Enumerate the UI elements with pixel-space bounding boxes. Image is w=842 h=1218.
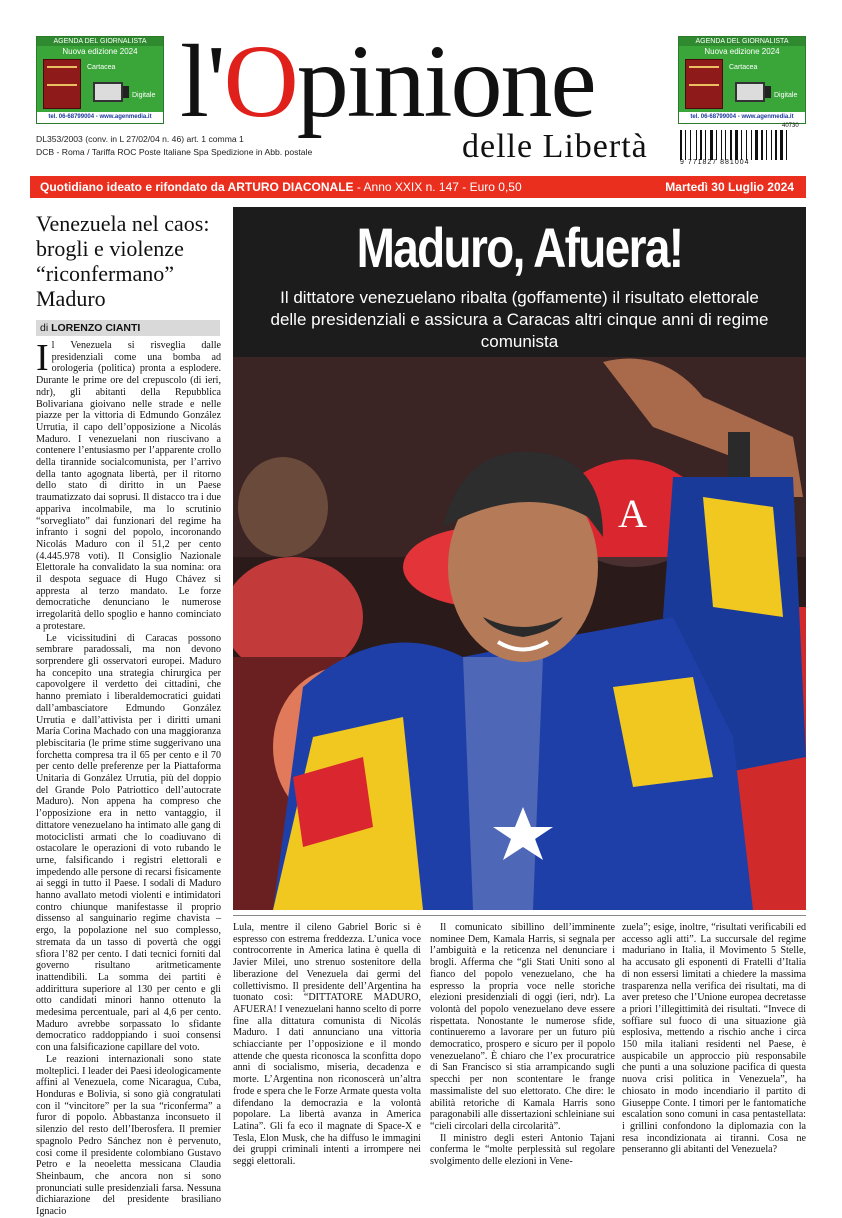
- paragraph: Le vicissitudini di Caracas possono sembrare paradossali, ma non devono sorprendere gli osservatori europei. Maduro ha concepito una strategia chirurgica per capovolgere il verdetto dei cittadini, che hanno premiato i liberaldemocratici guidati dall’ambasciatore Edmundo González Urrutia e dall’attivista per i diritti umani María Corina Machado con una maggioranza plebiscitaria (le prime stime suggerivano una forchetta compresa tra il 65 per cento e il 70 per cento delle preferenze per la Piattaforma Unitaria di González Urrutia, più del doppio del Grande Polo Patriottico dell’autocrate Maduro). Non appena ha compreso che l’opposizione era in netto vantaggio, il dittatore venezuelano ha intimato alle gang di motociclisti armati che lo coadiuvano di ostacolare le operazioni di voto rubando le urne, falsificando i registri elettorali e impedendo alle persone di recarsi fisicamente ai seggi in tutto il Paese. I sodali di Maduro hanno avallato metodi violenti e intimidatori contro chiunque manifestasse il proprio dissenso al sanguinario regime chavista – ergo, la popolazione nel suo complesso, stremata da un tasso di povertà che oggi sfiora l’82 per cento. I dati tecnici forniti dal governo risultano aritmeticamente inattendibili. La somma dei partiti è addirittura superiore al 130 per cento e gli otto candidati minori hanno ottenuto la medesima percentuale, pari al 4,6 per cento. Maduro avrebbe sorpassato lo sfidante democratico raddoppiando i suoi consensi con una falsificazione capillare del voto.: [36, 632, 221, 1054]
- masthead-logo[interactable]: [180, 24, 595, 139]
- barcode-bar: [696, 130, 697, 160]
- ad-body: [679, 46, 805, 114]
- main-subtitle: [233, 287, 806, 353]
- maduro-photo: [233, 357, 806, 910]
- barcode-bar: [780, 130, 783, 160]
- ad-agenda-right[interactable]: [678, 36, 806, 124]
- paragraph: Le reazioni internazionali sono state molteplici. I leader dei Paesi ideologicamente affini al Venezuela, come Nicaragua, Cuba, Honduras e Bolivia, si sono già congratulati con il “vincitore” per la sua “riconferma” a furor di popolo. Abbastanza inconsueto il silenzio del resto dell’Iberosfera. Il premier spagnolo Pedro Sánchez non è pervenuto, così come il presidente colombiano Gustavo Petro e la neoeletta messicana Claudia Sheinbaum, che ancora non si sono pronunciati sulle presidenziali farsa. Nessuna dichiarazione del presidente brasiliano Ignacio: [36, 1053, 221, 1218]
- ad-cartacea: Cartacea: [87, 64, 116, 71]
- laptop-icon: [93, 82, 123, 102]
- logo-rest: pinione: [296, 24, 595, 139]
- barcode: [680, 130, 804, 160]
- phone-icon: [123, 86, 129, 98]
- legal-line-1: DL353/2003 (conv. in L 27/02/04 n. 46) art. 1 comma 1: [36, 134, 244, 144]
- byline-prefix: di: [40, 322, 52, 334]
- article-column-3: [430, 922, 615, 1168]
- barcode-bar: [761, 130, 763, 160]
- barcode-bar: [705, 130, 706, 160]
- barcode-bar: [710, 130, 713, 160]
- ad-contact: tel. 06-68799004 - www.agenmedia.it: [679, 112, 805, 123]
- paragraph: zuela”; esige, inoltre, “risultati verificabili ed accesso agli atti”. La succursale del regime maduriano in Italia, il Movimento 5 Stelle, ha accusato gli esponenti di Fratelli d’Italia di non essersi limitati a chiedere la massima trasparenza nella verifica dei risultati, ma di aver preteso che l’Unione europea decretasse a priori l’illegittimità dei risultati. “Invece di soffiare sul fuoco di una situazione già esplosiva, mettendo a rischio anche i circa 150 mila italiani residenti nel Paese, è auspicabile un approccio più responsabile che punti a una soluzione pacifica di questa nuova crisi politica in Venezuela”, ha chiosato in modo incendiario il partito di Giuseppe Conte. I timori per le fantomatiche escalation sono comuni in casa pentastellata: i grillini confondono la diplomazia con la resa incondizionata ai tiranni. Cosa ne penseranno gli abitanti del Venezuela?: [622, 922, 806, 1156]
- legal-line-2: DCB - Roma / Tariffa ROC Poste Italiane Spa Spedizione in Abb. postale: [36, 147, 313, 157]
- barcode-bar: [721, 130, 722, 160]
- barcode-bar: [741, 130, 742, 160]
- ad-body: [37, 46, 163, 114]
- barcode-bar: [716, 130, 717, 160]
- ad-top-label: AGENDA DEL GIORNALISTA: [37, 37, 163, 46]
- divider: [233, 915, 806, 916]
- main-story[interactable]: [233, 207, 806, 910]
- dropcap: I: [36, 337, 49, 379]
- ad-agenda-left[interactable]: [36, 36, 164, 124]
- barcode-bar: [771, 130, 772, 160]
- book-icon: [685, 59, 723, 109]
- issue-bar: [30, 176, 806, 198]
- paragraph: Il ministro degli esteri Antonio Tajani conferma le “molte perplessità sul regolare svolgimento delle elezioni in Vene-: [430, 1132, 615, 1168]
- book-icon: [43, 59, 81, 109]
- barcode-bar: [746, 130, 747, 160]
- article-column-2: [233, 922, 421, 1168]
- barcode-bar: [735, 130, 738, 160]
- paragraph: Il comunicato sibillino dell’imminente nominee Dem, Kamala Harris, si segnala per l’ambiguità e la reticenza nel denunciare i brogli. Afferma che “gli Stati Uniti sono al fianco del popolo venezuelano, che ha espresso la propria voce nelle storiche elezioni presidenziali di oggi (ieri, ndr). La volontà del popolo venezuelano deve essere rispettata. Nonostante le numerose sfide, continueremo a lavorare per un futuro più democratico, prospero e sicuro per il popolo venezuelano”. È chiaro che l’ex procuratrice di San Francisco si stia arrampicando sugli specchi per non scontentare le frange massimaliste del suo elettorato. Che dire: le abilità retoriche di Kamala Harris sono paragonabili alle dissertazioni schleiniane sui “cieli circolari della circolarità”.: [430, 922, 615, 1132]
- barcode-bar: [775, 130, 777, 160]
- barcode-bar: [685, 130, 686, 160]
- issue-date: Martedì 30 Luglio 2024: [665, 180, 794, 194]
- barcode-bar: [690, 130, 691, 160]
- ad-top-label: AGENDA DEL GIORNALISTA: [679, 37, 805, 46]
- editorial-headline[interactable]: Venezuela nel caos: brogli e violenze “riconfermano” Maduro: [36, 211, 210, 311]
- logo-prefix: l': [180, 24, 224, 139]
- main-subtitle-line-2: delle presidenziali e assicura a Caracas altri cinque anni di regime comunista: [270, 310, 769, 351]
- barcode-addon: 40730: [782, 123, 799, 129]
- barcode-bar: [751, 130, 752, 160]
- ad-cartacea: Cartacea: [729, 64, 758, 71]
- ad-digitale: Digitale: [132, 92, 156, 99]
- barcode-bar: [725, 130, 726, 160]
- barcode-number: 9 771827 881004: [680, 159, 750, 166]
- paragraph: Lula, mentre il cileno Gabriel Boric si è espresso con estrema freddezza. L’unica voce controcorrente in America latina è quella di Javier Milei, uno strenuo sostenitore della liberazione del Venezuela dai germi del collettivismo. Il presidente dell’Argentina ha tuonato così: “DITTATORE MADURO, AFUERA! I venezuelani hanno scelto di porre fine alla dittatura comunista di Nicolás Maduro. I dati annunciano una vittoria schiacciante per l’opposizione e il mondo attende che questa riconosca la sconfitta dopo anni di socialismo, miseria, decadenza e morte. L’Argentina non riconoscerà un’altra frode e spera che le Forze Armate questa volta difendano la democrazia e la volontà popolare. La libertà avanza in America Latina”. Gli fa eco il magnate di Space-X e Tesla, Elon Musk, che ha diffuso le immagini dei gruppi criminali intenti a irrompere nei seggi elettorali.: [233, 922, 421, 1168]
- paragraph: [36, 337, 221, 633]
- phone-icon: [765, 86, 771, 98]
- article-column-4: [622, 922, 806, 1156]
- ad-digitale: Digitale: [774, 92, 798, 99]
- ad-edition: Nuova edizione 2024: [704, 47, 780, 56]
- ad-contact: tel. 06-68799004 - www.agenmedia.it: [37, 112, 163, 123]
- barcode-bar: [766, 130, 767, 160]
- issue-tagline: Quotidiano ideato e rifondato da ARTURO DIACONALE: [40, 180, 354, 194]
- main-subtitle-line-1: Il dittatore venezuelano ribalta (goffamente) il risultato elettorale: [280, 288, 759, 307]
- barcode-bar: [755, 130, 758, 160]
- masthead-subtitle: delle Libertà: [462, 128, 648, 165]
- ad-edition: Nuova edizione 2024: [62, 47, 138, 56]
- barcode-bar: [730, 130, 732, 160]
- barcode-bar: [680, 130, 682, 160]
- byline: [36, 320, 220, 336]
- svg-text:A: A: [618, 491, 647, 536]
- issue-info: - Anno XXIX n. 147 - Euro 0,50: [353, 180, 522, 194]
- byline-author: LORENZO CIANTI: [51, 322, 141, 334]
- barcode-bar: [700, 130, 702, 160]
- article-column-1: [36, 337, 221, 1218]
- barcode-bar: [786, 130, 787, 160]
- laptop-icon: [735, 82, 765, 102]
- logo-o: O: [223, 24, 297, 139]
- main-title: Maduro, Afuera!: [356, 216, 683, 279]
- paragraph-text: l Venezuela si risveglia dalle presidenziali come una bomba ad orologeria (politica) pronta a esplodere. Durante le prime ore del crepuscolo (di ieri, ndr), gli abitanti della Repubblica Bolivariana gioivano nelle strade e nelle piazze per la vittoria di Edmundo González Urrutia, il capo dell’opposizione a Nicolás Maduro. I venezuelani non riuscivano a contenere l’entusiasmo per l’apparente crollo della tirannide socialcomunista, per l’arrivo della tanto agognata libertà, per il ritorno dello stato di diritto in un Paese traumatizzato dai soprusi. Il distacco tra i due appariva incolmabile, ma lo scrutinio “sorvegliato” dai funzionari del regime ha infranto i sogni del popolo, incoronando Nicolás Maduro con il 51,2 per cento (4.445.978 voti). Il Consiglio Nazionale Elettorale ha convalidato la sua nomina: ora il despota seguace di Hugo Chávez si appresta al terzo mandato. Le forze democratiche denunciano le numerose irregolarità dello spoglio e hanno cominciato a protestare.: [36, 340, 221, 632]
